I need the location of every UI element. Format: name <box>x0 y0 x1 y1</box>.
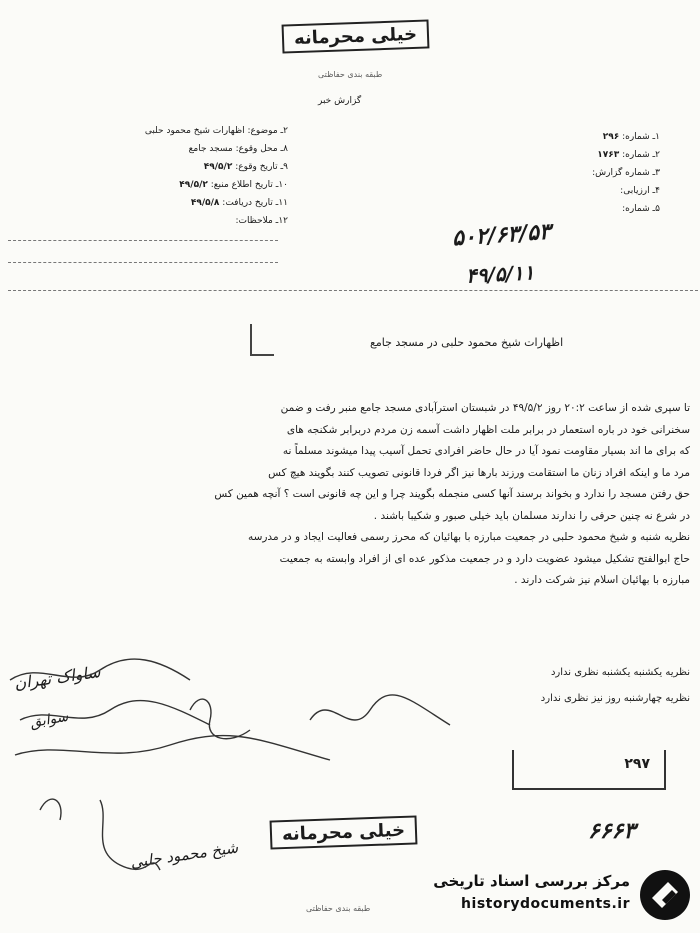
left-field-row: ۱۲ـ ملاحظات: <box>235 216 288 226</box>
body-line: حاج ابوالفتح تشکیل میشود عضویت دارد و در جمعیت مذکور عده ای از افراد وابسته به جمعیت <box>279 552 690 565</box>
body-line: سخنرانی خود در باره استعمار در برابر ملت اظهار داشت آسمه زن مردم دربرابر شکنجه های <box>286 423 690 436</box>
left-field-row: ۲ـ موضوع: اظهارات شیخ محمود حلبی <box>144 126 288 136</box>
subject-line: اظهارات شیخ محمود حلبی در مسجد جامع <box>370 336 564 349</box>
body-line: نظریه شنبه و شیخ محمود حلبی در جمعیت مبارزه با بهائیان که محرز رسمی فعالیت ایجاد و در مدرسه <box>247 531 690 543</box>
handwritten-reg-number: ۵۰۲/۶۳/۵۳ <box>451 218 552 252</box>
bottom-code: ۶۶۶۳ <box>588 818 636 844</box>
stamp-subtitle: طبقه بندی حفاظتی <box>306 904 371 913</box>
archive-logo-icon <box>638 868 692 922</box>
closing-line: نظریه یکشنبه یکشنبه نظری ندارد <box>550 667 690 678</box>
signature-stroke <box>40 799 61 820</box>
closing-line: نظریه چهارشنبه روز نیز نظری ندارد <box>540 693 690 704</box>
top-classification-stamp <box>282 19 430 53</box>
body-line: مبارزه با بهائیان اسلام نیز شرکت دارند . <box>514 574 690 586</box>
body-line: تا سپری شده از ساعت ۲۰:۲ روز ۴۹/۵/۲ در شبستان استرآبادی مسجد جامع منبر رفت و ضمن <box>280 402 690 414</box>
left-field-row: ۸ـ محل وقوع: مسجد جامع <box>188 144 288 154</box>
signature-stroke <box>100 800 160 870</box>
divider <box>8 290 698 291</box>
left-field-row: ۹ـ تاریخ وقوع: ۴۹/۵/۲ <box>203 162 288 172</box>
left-field-row: ۱۱ـ تاریخ دریافت: ۴۹/۵/۸ <box>190 198 288 208</box>
left-fields <box>8 122 288 230</box>
right-field-row: ۱ـ شماره: ۲۹۶ <box>602 132 660 142</box>
margin-note: ساواک تهران <box>13 662 102 693</box>
bottom-classification-stamp <box>270 815 418 849</box>
right-field-row: ۲ـ شماره: ۱۷۶۳ <box>597 150 660 160</box>
divider <box>8 262 278 263</box>
signature-scribble <box>300 680 460 750</box>
handwritten-reg-date: ۴۹/۵/۱۱ <box>465 260 535 288</box>
body-line: که برای ما اند بسیار مقاومت نمود آیا در حال حاضر افرادی تحمل آسیب پیدا میشوند مسلماً نه <box>282 445 690 457</box>
divider <box>8 240 278 241</box>
margin-note: سوابق <box>28 708 70 732</box>
signature-scribble <box>0 650 340 910</box>
signature-stroke <box>20 701 210 725</box>
signature-stroke <box>15 736 330 760</box>
signature-stroke <box>310 695 450 725</box>
body-line: مرد ما و اینکه افراد زنان ما استقامت ورزند بارها نیز اگر فردا قانونی تصویب کنند بگویند هیچ کس <box>268 466 690 479</box>
stamp-subtitle: طبقه بندی حفاظتی <box>318 70 383 79</box>
right-field-row: ۵ـ شماره: <box>622 204 660 214</box>
right-fields <box>440 128 660 218</box>
report-body <box>10 398 690 592</box>
body-line: در شرع نه چنین حرفی را ندارند مسلمان باید خیلی صبور و شکیبا باشند . <box>373 509 690 522</box>
margin-note: شیخ محمود حلبی <box>129 838 240 872</box>
margin-mark <box>250 324 274 356</box>
left-field-row: ۱۰ـ تاریخ اطلاع منبع: ۴۹/۵/۲ <box>179 180 288 190</box>
watermark-title: مرکز بررسی اسناد تاریخی <box>433 872 630 890</box>
bottom-number: ۲۹۷ <box>624 756 650 772</box>
report-type: گزارش خبر <box>318 96 362 106</box>
right-field-row: ۴ـ ارزیابی: <box>620 186 660 196</box>
right-field-row: ۳ـ شماره گزارش: <box>592 168 660 178</box>
body-line: حق رفتن مسجد را ندارد و بخواند برسند آنها کسی منجمله بگویند چرا و این چه قانونی است ؟ آنچه همین کس <box>214 488 690 500</box>
stamp-text: خیلی محرمانه <box>281 819 406 846</box>
stamp-text: خیلی محرمانه <box>293 23 418 50</box>
signature-stroke <box>10 659 190 680</box>
watermark-url: historydocuments.ir <box>461 896 630 912</box>
archive-watermark <box>400 866 692 926</box>
bottom-number-box <box>512 750 666 790</box>
